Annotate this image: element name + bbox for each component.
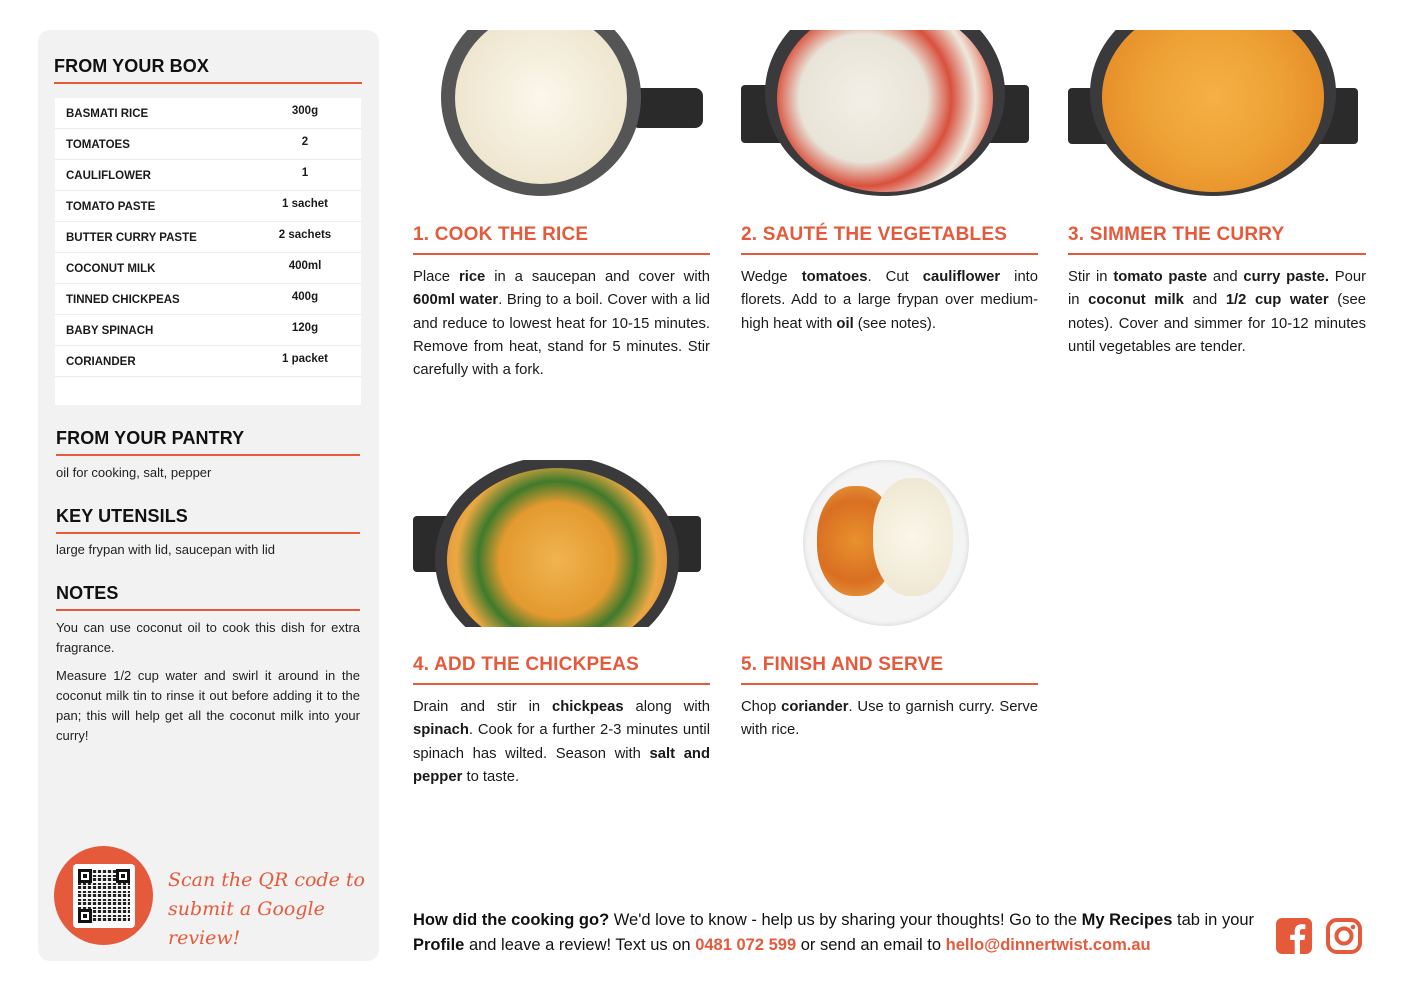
step-1-body bbox=[413, 266, 710, 382]
text-run: Chop bbox=[741, 699, 782, 715]
step-2-title: 2. SAUTÉ THE VEGETABLES bbox=[741, 224, 1008, 245]
qr-caption-line: submit a Google review! bbox=[168, 898, 325, 949]
text-run: tab in your bbox=[1172, 911, 1255, 929]
text-run: into florets. Add to a large frypan over medium-high heat with bbox=[741, 269, 1039, 332]
ingredient-name: CORIANDER bbox=[66, 356, 136, 368]
text-run: Pour in bbox=[1068, 269, 1367, 309]
text-run: coriander bbox=[781, 699, 849, 715]
text-run: coconut milk bbox=[1088, 292, 1184, 309]
divider bbox=[413, 683, 710, 685]
text-run: or send an email to bbox=[796, 936, 946, 954]
pantry-text: oil for cooking, salt, pepper bbox=[56, 465, 212, 480]
ingredient-row bbox=[55, 222, 361, 253]
step-4-photo bbox=[413, 460, 701, 627]
text-run: rice bbox=[458, 269, 486, 285]
from-your-box-heading: FROM YOUR BOX bbox=[54, 56, 209, 76]
sidebar bbox=[38, 30, 379, 961]
ingredient-qty: 2 sachets bbox=[278, 229, 332, 241]
text-run: and bbox=[1183, 292, 1226, 309]
ingredient-row bbox=[55, 129, 361, 160]
step-4-body bbox=[413, 696, 710, 789]
qr-caption-line: Scan the QR code to bbox=[168, 869, 365, 891]
ingredient-row bbox=[55, 253, 361, 284]
divider bbox=[54, 82, 362, 84]
text-run: . Cut bbox=[867, 269, 923, 285]
text-run: cauliflower bbox=[922, 269, 1001, 285]
text-run: tomato paste bbox=[1113, 269, 1208, 285]
notes-heading: NOTES bbox=[56, 583, 119, 603]
text-run: in a saucepan and cover with bbox=[485, 269, 710, 285]
ingredient-qty: 400g bbox=[291, 291, 319, 303]
text-run: My Recipes bbox=[1081, 911, 1173, 929]
instagram-icon[interactable] bbox=[1325, 917, 1363, 955]
text-run: tomatoes bbox=[801, 269, 868, 285]
ingredient-row bbox=[55, 284, 361, 315]
qr-code-icon bbox=[73, 864, 135, 928]
text-run: curry paste. bbox=[1243, 269, 1329, 285]
text-run: . Bring to a boil. Cover with a lid and reduce to lowest heat for 10-15 minutes. Remove from heat, stand for 5 minutes. Stir carefully with a fork. bbox=[413, 292, 710, 379]
qr-caption bbox=[168, 866, 368, 953]
step-5-photo bbox=[803, 460, 969, 627]
text-run: chickpeas bbox=[552, 699, 624, 715]
text-run: (see notes). Cover and simmer for 10-12 minutes until vegetables are tender. bbox=[1068, 292, 1366, 355]
ingredient-row bbox=[55, 191, 361, 222]
ingredient-name: CAULIFLOWER bbox=[66, 170, 151, 182]
ingredient-name: BUTTER CURRY PASTE bbox=[66, 232, 197, 244]
text-run: Place bbox=[413, 269, 459, 285]
ingredient-row bbox=[55, 315, 361, 346]
step-5-body bbox=[741, 696, 1038, 743]
step-5-title: 5. FINISH AND SERVE bbox=[741, 654, 944, 675]
divider bbox=[413, 253, 710, 255]
contact-link[interactable]: hello@dinnertwist.com.au bbox=[945, 936, 1151, 954]
text-run: How did the cooking go? bbox=[413, 911, 610, 929]
ingredient-name: BABY SPINACH bbox=[66, 325, 154, 337]
ingredient-name: BASMATI RICE bbox=[66, 108, 149, 120]
ingredient-qty: 1 bbox=[301, 167, 309, 179]
step-2-photo bbox=[741, 30, 1029, 197]
text-run: 600ml water bbox=[413, 292, 499, 309]
text-run: Drain and stir in bbox=[413, 699, 553, 715]
from-your-pantry-heading: FROM YOUR PANTRY bbox=[56, 428, 245, 448]
text-run: (see notes). bbox=[853, 315, 936, 332]
divider bbox=[56, 532, 360, 534]
note-item: Measure 1/2 cup water and swirl it around in the coconut milk tin to rinse it out before adding it to the pan; this will help get all the coconut milk into your curry! bbox=[56, 668, 360, 743]
step-3-photo bbox=[1068, 30, 1358, 197]
text-run: 1/2 cup water bbox=[1225, 292, 1329, 309]
facebook-icon[interactable] bbox=[1275, 917, 1313, 955]
text-run: and leave a review! Text us on bbox=[464, 936, 696, 954]
step-2-body bbox=[741, 266, 1038, 336]
qr-badge[interactable] bbox=[54, 846, 153, 945]
review-footer bbox=[413, 908, 1273, 958]
ingredient-row bbox=[55, 160, 361, 191]
ingredient-name: TOMATO PASTE bbox=[66, 201, 156, 213]
ingredient-name: TINNED CHICKPEAS bbox=[66, 294, 180, 306]
ingredient-name: TOMATOES bbox=[66, 139, 130, 151]
ingredient-row bbox=[55, 346, 361, 377]
text-run: salt and pepper bbox=[413, 745, 710, 785]
text-run: to taste. bbox=[462, 768, 520, 785]
text-run: We'd love to know - help us by sharing your thoughts! Go to the bbox=[609, 911, 1082, 929]
divider bbox=[741, 683, 1038, 685]
text-run: Profile bbox=[413, 936, 465, 954]
ingredient-qty: 120g bbox=[291, 322, 319, 334]
step-1-photo bbox=[413, 30, 710, 197]
step-3-title: 3. SIMMER THE CURRY bbox=[1068, 224, 1285, 245]
text-run: Stir in bbox=[1068, 269, 1114, 285]
key-utensils-heading: KEY UTENSILS bbox=[56, 506, 188, 526]
text-run: oil bbox=[836, 315, 854, 332]
divider bbox=[1068, 253, 1366, 255]
utensils-text: large frypan with lid, saucepan with lid bbox=[56, 542, 275, 557]
ingredient-qty: 1 packet bbox=[281, 353, 329, 365]
text-run: Wedge bbox=[741, 269, 802, 285]
ingredient-qty: 2 bbox=[301, 136, 309, 148]
divider bbox=[56, 454, 360, 456]
step-3-body bbox=[1068, 266, 1366, 359]
ingredient-row bbox=[55, 98, 361, 129]
text-run: . Use to garnish curry. Serve with rice. bbox=[741, 699, 1038, 739]
note-item: You can use coconut oil to cook this dish for extra fragrance. bbox=[56, 620, 360, 655]
text-run: and bbox=[1207, 269, 1244, 285]
ingredient-qty: 1 sachet bbox=[281, 198, 329, 210]
step-1-title: 1. COOK THE RICE bbox=[413, 224, 589, 245]
ingredient-qty: 300g bbox=[291, 105, 319, 117]
ingredient-name: COCONUT MILK bbox=[66, 263, 156, 275]
text-run: spinach bbox=[413, 722, 469, 739]
contact-link[interactable]: 0481 072 599 bbox=[695, 936, 797, 954]
ingredient-qty: 400ml bbox=[288, 260, 322, 272]
divider bbox=[56, 609, 360, 611]
divider bbox=[741, 253, 1038, 255]
step-4-title: 4. ADD THE CHICKPEAS bbox=[413, 654, 640, 675]
text-run: . Cook for a further 2-3 minutes until spinach has wilted. Season with bbox=[413, 722, 710, 762]
text-run: along with bbox=[623, 699, 710, 715]
ingredients-table bbox=[55, 98, 361, 405]
